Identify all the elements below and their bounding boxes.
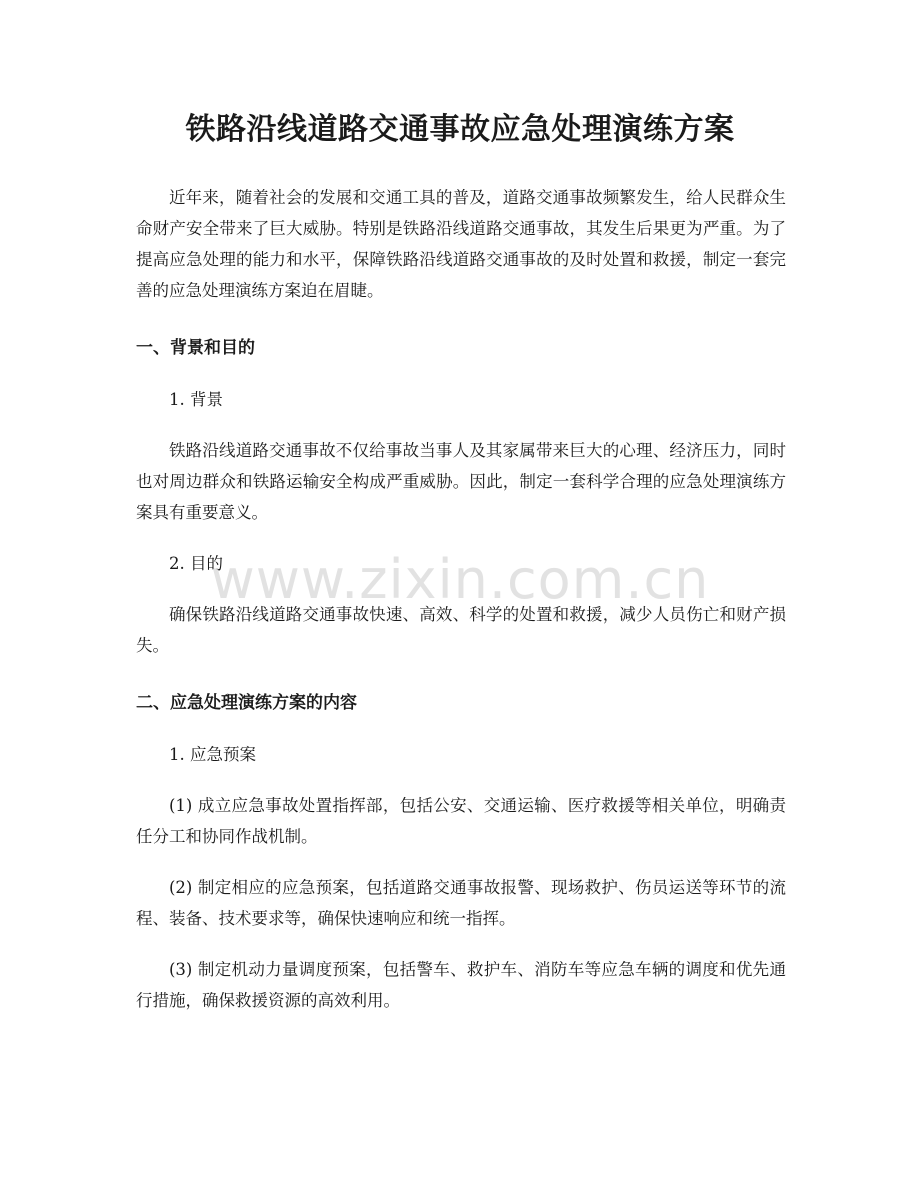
watermark-text: www.zixin.com.cn xyxy=(210,548,710,611)
subheading-emergency-plan: 1. 应急预案 xyxy=(169,745,256,764)
subheading-purpose: 2. 目的 xyxy=(169,554,223,573)
background-paragraph: 铁路沿线道路交通事故不仅给事故当事人及其家属带来巨大的心理、经济压力，同时也对周边群众和铁路运输安全构成严重威胁。因此，制定一套科学合理的应急处理演练方案具有重要意义。 xyxy=(136,441,786,522)
subheading-background: 1. 背景 xyxy=(169,390,223,409)
intro-paragraph: 近年来，随着社会的发展和交通工具的普及，道路交通事故频繁发生，给人民群众生命财产安全带来了巨大威胁。特别是铁路沿线道路交通事故，其发生后果更为严重。为了提高应急处理的能力和水平，保障铁路沿线道路交通事故的及时处置和救援，制定一套完善的应急处理演练方案迫在眉睫。 xyxy=(136,188,786,300)
document-body xyxy=(136,182,786,1016)
plan-item-2: (2) 制定相应的应急预案，包括道路交通事故报警、现场救护、伤员运送等环节的流程、装备、技术要求等，确保快速响应和统一指挥。 xyxy=(136,878,786,928)
plan-item-1: (1) 成立应急事故处置指挥部，包括公安、交通运输、医疗救援等相关单位，明确责任分工和协同作战机制。 xyxy=(136,796,786,846)
section-heading-background: 一、背景和目的 xyxy=(136,338,255,358)
section-heading-content: 二、应急处理演练方案的内容 xyxy=(136,693,357,713)
document-title: 铁路沿线道路交通事故应急处理演练方案 xyxy=(185,112,735,147)
plan-item-3: (3) 制定机动力量调度预案，包括警车、救护车、消防车等应急车辆的调度和优先通行措施，确保救援资源的高效利用。 xyxy=(136,960,786,1010)
purpose-paragraph: 确保铁路沿线道路交通事故快速、高效、科学的处置和救援，减少人员伤亡和财产损失。 xyxy=(136,605,786,655)
